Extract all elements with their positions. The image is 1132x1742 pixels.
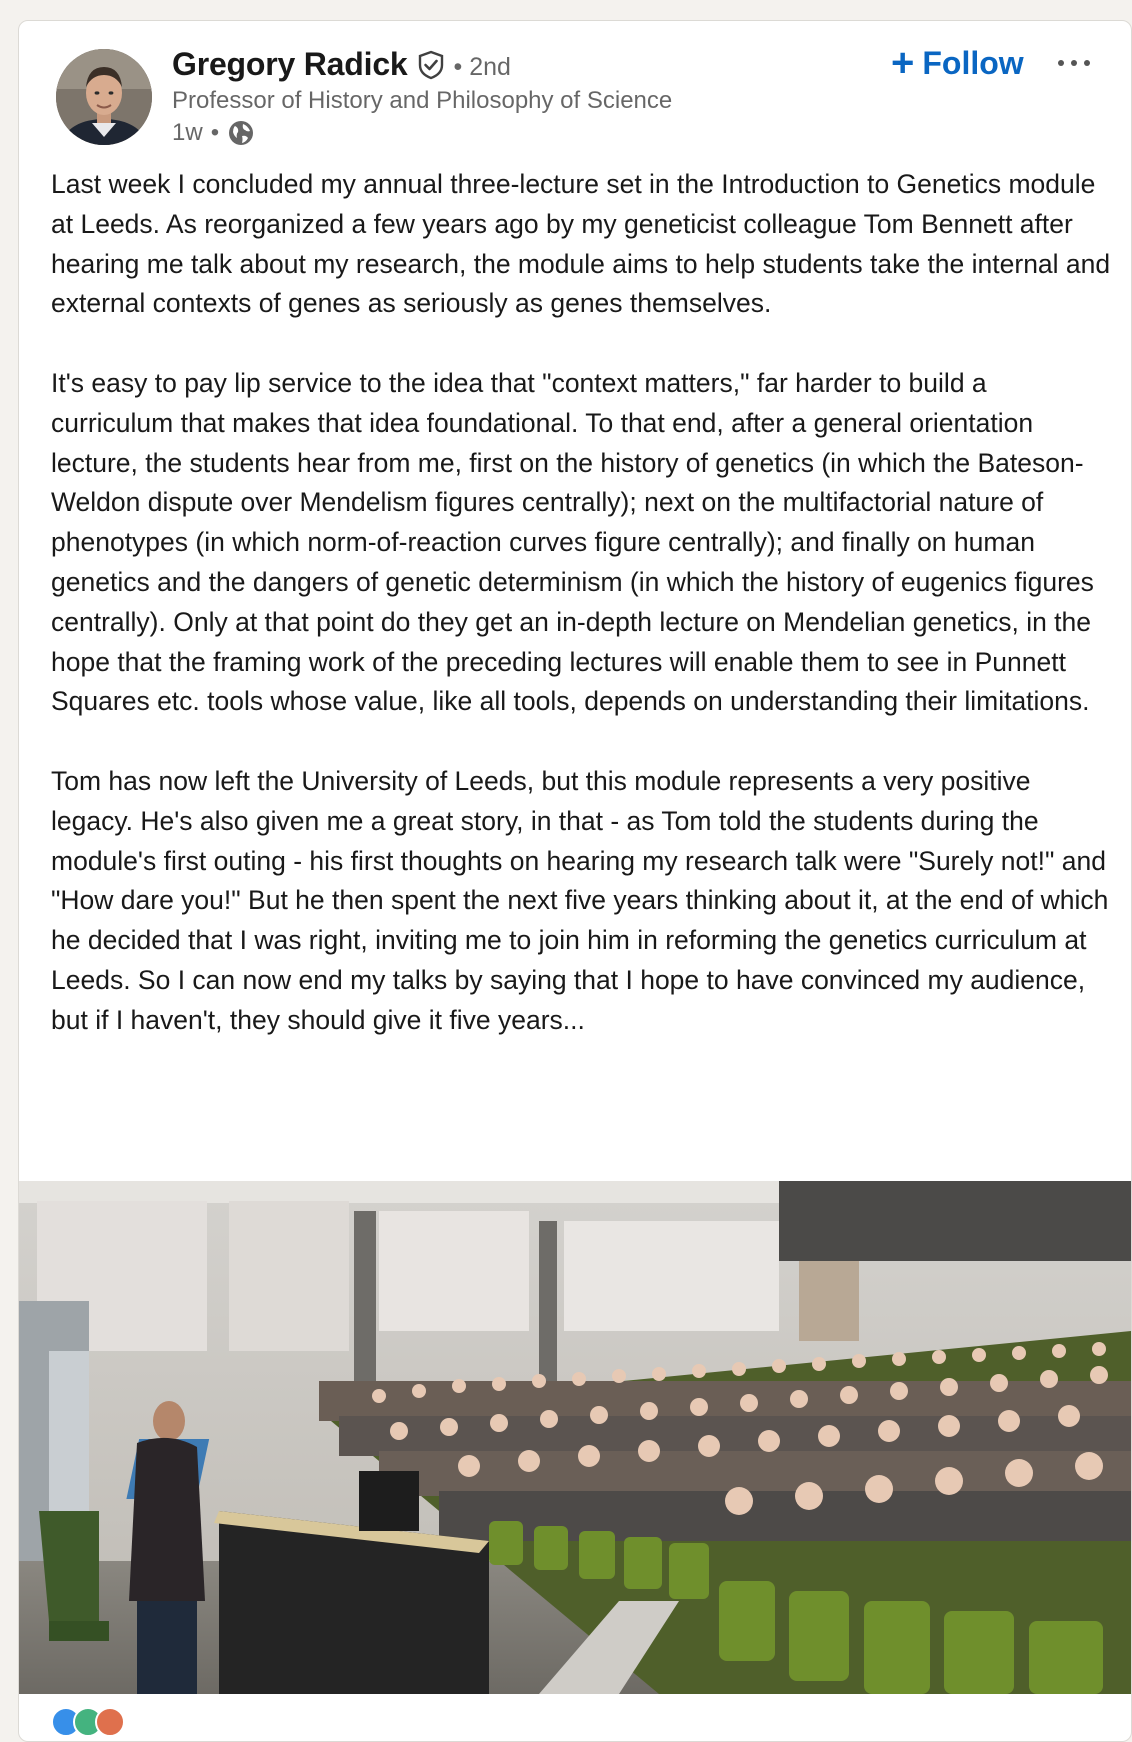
more-options-button[interactable] [1049,41,1099,85]
post-meta [172,119,255,147]
author-photo-image [56,49,152,145]
plus-icon: + [891,41,915,85]
author-name-row [172,46,511,83]
meta-separator: • [210,119,220,146]
post-text [51,165,1111,1041]
lecture-hall-photo [19,1181,1131,1694]
post-time: 1w [172,119,203,146]
follow-button[interactable] [881,41,1034,85]
feed-post-card [18,20,1132,1742]
post-paragraph-2: It's easy to pay lip service to the idea that "context matters," far harder to build a curriculum that makes that idea foundational. To that end, after a general orientation lecture, the students hear from me, first on the history of genetics (in which the Bateson-Weldon dispute over Mendelism figures centrally); next on the multifactorial nature of phenotypes (in which norm-of-reaction curves figure centrally); and finally on human genetics and the dangers of genetic determinism (in which the history of eugenics figures centrally). Only at that point do they get an in-depth lecture on Mendelian genetics, in the hope that the framing work of the preceding lectures will enable them to see in Punnett Squares etc. tools whose value, like all tools, depends on understanding their limitations. [51,367,1094,717]
verified-shield-icon [416,50,446,80]
globe-icon [227,119,255,147]
more-horizontal-icon [1057,59,1091,67]
author-name[interactable]: Gregory Radick [172,46,408,82]
post-image[interactable] [19,1181,1131,1694]
author-headline: Professor of History and Philosophy of Science [172,87,673,114]
post-paragraph-3: Tom has now left the University of Leeds, but this module represents a very positive legacy. He's also given me a great story, in that - as Tom told the students during the module's first outing - his first thoughts on hearing my research talk were "Surely not!" and "How dare you!" But he then spent the next five years thinking about it, at the end of which he decided that I was right, inviting me to join him in reforming the genetics curriculum at Leeds. So I can now end my talks by saying that I hope to have convinced my audience, but if I haven't, they should give it five years... [51,765,1109,1035]
follow-label: Follow [922,44,1024,81]
post-paragraph-1: Last week I concluded my annual three-lecture set in the Introduction to Genetics module at Leeds. As reorganized a few years ago by my geneticist colleague Tom Bennett after hearing me talk about my research, the module aims to help students take the internal and external contexts of genes as seriously as genes themselves. [51,169,1111,319]
author-avatar[interactable] [56,49,152,145]
connection-degree: • 2nd [453,53,511,81]
